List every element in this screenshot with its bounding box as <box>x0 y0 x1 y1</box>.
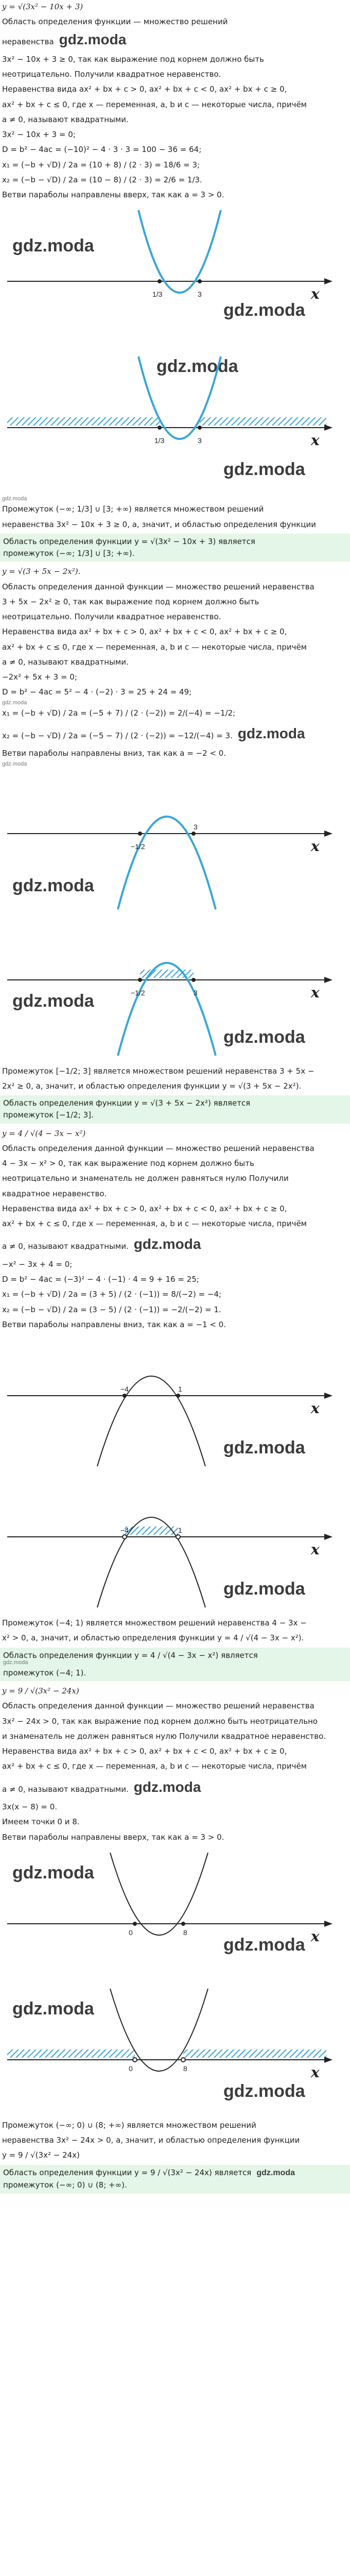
p4-line-3: Неравенства вида ax² + bx + c > 0, ax² + bx + c < 0, ax² + bx + c ≥ 0, <box>2 1747 287 1756</box>
p1-line-3: Неравенства вида ax² + bx + c > 0, ax² + bx + c < 0, ax² + bx + c ≥ 0, <box>2 84 287 94</box>
answer-3-line-1: промежуток (−4; 1). <box>3 1668 86 1677</box>
p3-line-7: −x² − 3x + 4 = 0; <box>2 1259 73 1269</box>
p4-line-1: 3x² − 24x > 0, так как выражение под корнем должно быть неотрицательно <box>2 1716 318 1726</box>
p1-line-0: Область определения функции — множество решений неравенства gdz.moda <box>2 17 228 47</box>
p2-line-9: x₂ = (−b − √D) / 2a = (−5 − 7) / (2 · (−2)) = −12/(−4) = 3. gdz.moda <box>2 725 305 741</box>
function-1: y = √(3x² − 10x + 3) <box>2 2 83 11</box>
p4-line-8: Ветви параболы направлены вверх, так как a = 3 > 0. <box>2 1832 224 1842</box>
watermark: gdz.moda <box>156 357 238 377</box>
root-label: −1/2 <box>131 988 145 997</box>
p4-line-0: Область определения данной функции — множество решений неравенства <box>2 1701 314 1711</box>
p3-line-4: Неравенства вида ax² + bx + c > 0, ax² + bx + c < 0, ax² + bx + c ≥ 0, <box>2 1204 287 1213</box>
p4-after-2: y = 9 / √(3x² − 24x) <box>2 2150 80 2160</box>
p4-line-5: a ≠ 0, называют квадратными. gdz.moda <box>2 1778 201 1795</box>
p1-line-5: a ≠ 0, называют квадратными. <box>2 114 129 124</box>
p1-after-0: gdz.moda Промежуток (−∞; 1/3] ∪ [3; +∞) является множеством решений <box>2 495 348 515</box>
p1-line-1: 3x² − 10x + 3 ≥ 0, так как выражение под корнем должно быть <box>2 54 264 64</box>
root-label: 0 <box>129 1928 133 1937</box>
p3-line-5: ax² + bx + c ≤ 0, где x — переменная, a, b и c — некоторые числа, причём <box>2 1219 307 1229</box>
root-label: 1 <box>178 1526 182 1535</box>
root-label: 8 <box>183 2064 187 2073</box>
root-label: 3 <box>198 436 202 445</box>
watermark: gdz.moda <box>3 1659 28 1666</box>
p2-after-0: Промежуток [−1/2; 3] является множеством решений неравенства 3 + 5x − <box>2 1066 314 1076</box>
root-label: 1 <box>178 1385 182 1394</box>
axis-x-label: x <box>311 984 320 1001</box>
p3-line-2: неотрицательно и знаменатель не должен равняться нулю Получили <box>2 1174 289 1183</box>
watermark: gdz.moda <box>12 236 94 256</box>
p1-line-9: x₂ = (−b − √D) / 2a = (10 − 8) / (2 · 3) = 2/6 = 1/3. <box>2 175 202 184</box>
p3-after-0: Промежуток (−4; 1) является множеством решений неравенства 4 − 3x − <box>2 1618 307 1628</box>
p2-line-7: D = b² − 4ac = 5² − 4 · (−2) · 3 = 25 + 24 = 49; <box>2 687 192 697</box>
parabola-graph-3b <box>2 1476 348 1610</box>
root-label: 8 <box>183 1928 187 1937</box>
root-label: 3 <box>194 822 198 831</box>
p1-line-8: x₁ = (−b + √D) / 2a = (10 + 8) / (2 · 3) = 18/6 = 3; <box>2 160 200 170</box>
root-label: −1/2 <box>131 842 145 851</box>
root-label: −4 <box>120 1385 129 1394</box>
watermark: gdz.moda <box>223 2081 305 2101</box>
parabola-graph-3a <box>2 1335 348 1469</box>
root-label: 3 <box>198 290 202 299</box>
p4-line-6: 3x(x − 8) = 0. <box>2 1802 58 1811</box>
parabola-graph-1b <box>2 351 348 490</box>
answer-2-line-1: промежуток [−1/2; 3]. <box>3 1110 94 1120</box>
watermark: gdz.moda <box>12 1998 94 2019</box>
p4-after-0: Промежуток (−∞; 0) ∪ (8; +∞) является множеством решений <box>2 2120 256 2130</box>
p2-line-6: −2x² + 5x + 3 = 0; <box>2 672 77 682</box>
watermark: gdz.moda <box>223 1027 305 1047</box>
p2-line-2: неотрицательно. Получили квадратное неравенство. <box>2 612 221 622</box>
axis-x-label: x <box>311 432 320 449</box>
watermark: gdz.moda <box>256 2168 295 2177</box>
p2-line-10: Ветви параболы направлены вниз, так как a = −2 < 0. <box>2 749 226 758</box>
p3-after-1: x² > 0, а, значит, и областью определения функции y = 4 / √(4 − 3x − x²). <box>2 1633 304 1643</box>
p1-after-1: неравенства 3x² − 10x + 3 ≥ 0, а, значит, и областью определения функции <box>2 519 317 529</box>
answer-4-line-0: Область определения функции y = 9 / √(3x² − 24x) является gdz.moda <box>3 2167 295 2177</box>
p1-line-2: неотрицательно. Получили квадратное неравенство. <box>2 70 221 79</box>
p3-line-1: 4 − 3x − x² > 0, так как выражение под корнем должно быть <box>2 1159 254 1168</box>
p4-line-7: Имеем точки 0 и 8. <box>2 1817 80 1827</box>
p2-after-1: 2x² ≥ 0, а, значит, и областью определения функции y = √(3 + 5x − 2x²). <box>2 1081 302 1091</box>
watermark: gdz.moda <box>2 699 27 706</box>
p3-line-3: квадратное неравенство. <box>2 1189 107 1198</box>
answer-box-3 <box>0 1648 350 1682</box>
function-2: y = √(3 + 5x − 2x²). <box>2 567 81 577</box>
watermark: gdz.moda <box>223 1579 305 1599</box>
watermark: gdz.moda <box>133 1236 201 1252</box>
answer-1-line-0: Область определения функции y = √(3x² − 10x + 3) является <box>3 536 255 546</box>
axis-x-label: x <box>311 2063 320 2081</box>
watermark: gdz.moda <box>133 1778 201 1795</box>
parabola-graph-2a <box>2 773 348 912</box>
p4-after-1: неравенства 3x² − 24x > 0, а, значит, и областью определения функции <box>2 2136 300 2145</box>
answer-1-line-1: промежуток (−∞; 1/3] ∪ [3; +∞). <box>3 549 135 558</box>
watermark: gdz.moda <box>223 1438 305 1458</box>
answer-box-1 <box>0 534 350 562</box>
p3-line-8: D = b² − 4ac = (−3)² − 4 · (−1) · 4 = 9 + 16 = 25; <box>2 1275 199 1284</box>
parabola-graph-1a <box>2 205 348 344</box>
axis-x-label: x <box>311 285 320 303</box>
parabola-graph-4a <box>2 1848 348 1976</box>
p1-line-4: ax² + bx + c ≤ 0, где x — переменная, a, b и c — некоторые числа, причём <box>2 99 307 109</box>
root-label: 0 <box>129 2064 133 2073</box>
p2-line-5: a ≠ 0, называют квадратными. <box>2 657 129 667</box>
p4-line-2: и знаменатель не должен равняться нулю Получили квадратное неравенство. <box>2 1731 326 1741</box>
axis-x-label: x <box>311 1400 320 1417</box>
p2-line-3: Неравенства вида ax² + bx + c > 0, ax² + bx + c < 0, ax² + bx + c ≥ 0, <box>2 627 287 637</box>
parabola-graph-4b <box>2 1984 348 2112</box>
p1-line-6: 3x² − 10x + 3 = 0; <box>2 130 76 140</box>
watermark: gdz.moda <box>59 31 127 47</box>
answer-2-line-0: Область определения функции y = √(3 + 5x − 2x²) является <box>3 1098 251 1108</box>
watermark: gdz.moda <box>237 725 305 741</box>
p2-line-8: x₁ = (−b + √D) / 2a = (−5 + 7) / (2 · (−2)) = 2/(−4) = −1/2; <box>2 708 236 718</box>
p4-line-4: ax² + bx + c ≤ 0, где x — переменная, a, b и c — некоторые числа, причём <box>2 1761 307 1771</box>
p1-line-7: D = b² − 4ac = (−10)² − 4 · 3 · 3 = 100 − 36 = 64; <box>2 145 202 155</box>
answer-3-line-0: Область определения функции y = 4 / √(4 − 3x − x²) является <box>3 1650 258 1660</box>
axis-x-label: x <box>311 1541 320 1558</box>
function-3: y = 4 / √(4 − 3x − x²) <box>2 1128 86 1138</box>
parabola-graph-2b <box>2 919 348 1058</box>
watermark: gdz.moda <box>12 991 94 1011</box>
p2-line-0: Область определения данной функции — множество решений неравенства <box>2 582 314 591</box>
watermark: gdz.moda <box>2 760 27 767</box>
p3-line-0: Область определения данной функции — множество решений неравенства <box>2 1143 314 1153</box>
answer-4-line-1: промежуток (−∞; 0) ∪ (8; +∞). <box>3 2180 127 2190</box>
axis-x-label: x <box>311 837 320 855</box>
root-label: 1/3 <box>154 436 165 445</box>
root-label: 1/3 <box>152 290 163 299</box>
p3-line-9: x₁ = (−b + √D) / 2a = (3 + 5) / (2 · (−1)) = 8/(−2) = −4; <box>2 1290 222 1299</box>
p2-line-4: ax² + bx + c ≤ 0, где x — переменная, a, b и c — некоторые числа, причём <box>2 642 307 652</box>
function-4: y = 9 / √(3x² − 24x) <box>2 1686 79 1696</box>
watermark: gdz.moda <box>12 1862 94 1883</box>
p2-line-1: 3 + 5x − 2x² ≥ 0, так как выражение под корнем должно быть <box>2 597 259 606</box>
watermark: gdz.moda <box>223 1935 305 1955</box>
watermark: gdz.moda <box>223 300 305 320</box>
p3-line-11: Ветви параболы направлены вниз, так как a = −1 < 0. <box>2 1319 226 1329</box>
watermark: gdz.moda <box>2 496 27 502</box>
root-label: 3 <box>194 988 198 997</box>
p3-line-10: x₂ = (−b − √D) / 2a = (3 − 5) / (2 · (−1)) = −2/(−2) = 1. <box>2 1304 221 1314</box>
p1-line-10: Ветви параболы направлены вверх, так как a = 3 > 0. <box>2 190 224 200</box>
axis-x-label: x <box>311 1927 320 1945</box>
watermark: gdz.moda <box>223 460 305 480</box>
answer-box-2 <box>0 1095 350 1124</box>
watermark: gdz.moda <box>12 875 94 895</box>
root-label: −4 <box>120 1526 129 1535</box>
answer-box-4 <box>0 2165 350 2194</box>
p3-line-6: a ≠ 0, называют квадратными. gdz.moda <box>2 1236 201 1252</box>
